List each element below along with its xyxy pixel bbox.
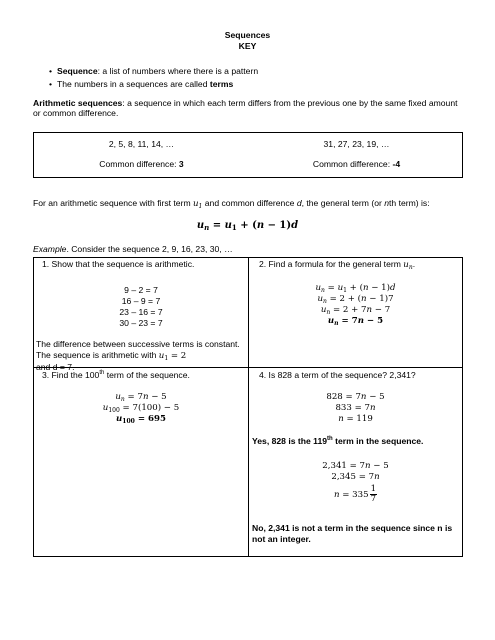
question-grid: [33, 257, 463, 557]
arithmetic-definition-text: : a sequence in which each term differs from the previous one by the same fixed amount or common difference.: [33, 98, 458, 119]
example-right-sequence: 31, 27, 23, 19, …: [323, 139, 390, 149]
q4-line-2: 833 = 7n: [335, 403, 376, 413]
q2-line-3: $u_n = 2 + 7n - 7$: [320, 305, 391, 316]
bullet-dot-icon: •: [49, 66, 53, 76]
bullet-dot-icon: •: [49, 79, 53, 89]
term-terms: terms: [209, 79, 234, 89]
question-2-prompt: 2. Find a formula for the general term $u_n$.: [259, 259, 416, 271]
q2-line-4: $u_n = 7n - 5$: [327, 316, 384, 327]
example-intro: Example. Consider the sequence 2, 9, 16, 23, 30, …: [33, 244, 233, 254]
q1-conclusion: The difference between successive terms is constant. The sequence is arithmetic with $u_1 = 2$ and d = 7.: [36, 339, 240, 373]
q1-line-1: 9 – 2 = 7: [124, 285, 158, 295]
fraction-denominator: 7: [370, 494, 377, 505]
q2-line-2: $u_n = 2 + (n - 1)7$: [317, 294, 394, 305]
q4-line-3: n = 119: [338, 414, 373, 424]
page-subtitle: KEY: [238, 41, 257, 51]
example-right-label: Common difference:: [312, 159, 393, 169]
bullet-terms: [49, 79, 234, 89]
q3-line-2: $u_{100} = 7(100) - 5$: [102, 403, 180, 414]
fraction-numerator: 1: [370, 484, 377, 494]
example-label: Example: [33, 244, 67, 254]
page-title: Sequences: [224, 30, 271, 40]
example-left-value: 3: [178, 159, 184, 169]
question-3-prompt: 3. Find the 100th term of the sequence.: [42, 370, 190, 380]
q1-line-4: 30 – 23 = 7: [119, 318, 163, 328]
term-sequence: Sequence: [57, 66, 98, 76]
example-left-sequence: 2, 5, 8, 11, 14, …: [108, 139, 175, 149]
q4-no-answer: No, 2,341 is not a term in the sequence since n is not an integer.: [252, 523, 453, 544]
example-left-difference: [34, 159, 249, 169]
q4-yes-answer: Yes, 828 is the 119th term in the sequence.: [252, 436, 424, 446]
arithmetic-definition: [33, 98, 463, 119]
examples-box: [33, 132, 463, 178]
q3-line-3: $u_{100} = 695$: [116, 414, 166, 425]
bullet-sequence: [49, 66, 259, 76]
question-1-prompt: 1. Show that the sequence is arithmetic.: [42, 259, 195, 269]
term-arithmetic: Arithmetic sequences: [33, 98, 123, 108]
q1-line-3: 23 – 16 = 7: [119, 307, 163, 317]
general-term-formula: $u_n = u_1 + (n - 1)d$: [196, 220, 299, 232]
example-left-label: Common difference:: [99, 159, 179, 169]
example-right-value: -4: [392, 159, 401, 169]
q4-line-5: 2,345 = 7n: [331, 472, 380, 482]
general-term-text: For an arithmetic sequence with first term $u_1$ and common difference d, the general term (or nth term) is:: [33, 198, 430, 210]
example-right-difference: [249, 159, 464, 169]
q4-line-4: 2,341 = 7n − 5: [322, 461, 389, 471]
q4-fraction-line: n = 335 $\frac{1}{7}$: [333, 484, 377, 505]
q3-line-1: $u_n = 7n - 5$: [115, 392, 167, 403]
q1-line-2: 16 – 9 = 7: [121, 296, 161, 306]
question-4-prompt: 4. Is 828 a term of the sequence? 2,341?: [259, 370, 416, 380]
q2-line-1: $u_n = u_1 + (n - 1)d$: [315, 283, 396, 294]
q4-line-1: 828 = 7n − 5: [326, 392, 385, 402]
terms-definition: The numbers in a sequences are called: [57, 79, 210, 89]
sequence-definition: : a list of numbers where there is a pattern: [97, 66, 259, 76]
